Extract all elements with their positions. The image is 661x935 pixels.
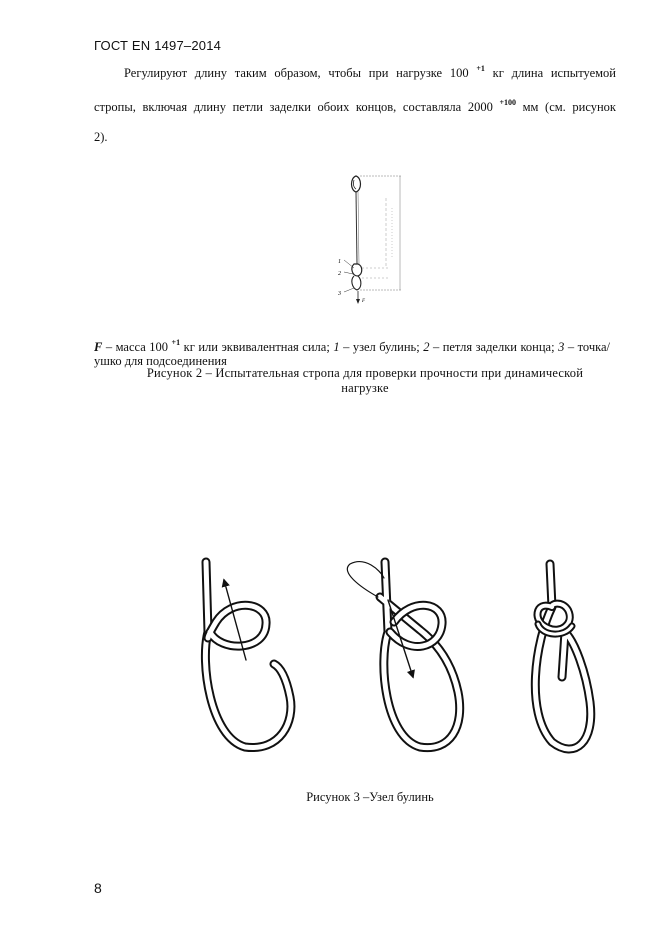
figure-3-caption: Рисунок 3 –Узел булинь [306,790,434,804]
legend-number-3: 3 [558,340,565,354]
figure-2-force-label: F [362,299,366,304]
figure-3-bowline-knot-drawing [180,552,620,762]
legend-text: кг или эквивалентная сила; [180,340,334,354]
page-number: 8 [94,880,102,896]
legend-number-2: 2 [423,340,430,354]
legend-sup: +1 [171,338,181,347]
bowline-step-2 [347,562,459,748]
paragraph-line-2 [94,88,616,122]
legend-text: – точка/ушко для подсоединения [94,340,611,368]
text-segment: мм (см. рисунок [516,100,616,114]
figure-2-label-3: 3 [338,291,341,297]
text-segment: Регулируют длину таким образом, чтобы при нагрузке 100 [124,66,477,80]
legend-text: – узел булинь; [339,340,424,354]
text-segment: стропы, включая длину петли заделки обоих концов, составляла 2000 [94,100,500,114]
legend-text: – петля заделки конца; [429,340,559,354]
figure-2-label-2: 2 [338,271,341,277]
figure-2-label-1: 1 [338,259,341,265]
bowline-step-3 [535,564,590,749]
legend-number-1: 1 [333,340,340,354]
legend-text: – масса 100 [102,340,172,354]
legend-f: F [94,340,103,354]
figure-2-caption: Рисунок 2 – Испытательная стропа для проверки прочности при динамической нагрузке [146,366,584,395]
bowline-step-1 [205,562,291,748]
paragraph-line-1 [94,54,616,88]
body-paragraph [94,54,616,152]
tolerance-sup: +100 [499,98,517,107]
figure-2-legend [94,336,610,368]
figure-2-test-sling-drawing [330,168,410,308]
tolerance-sup: +1 [476,64,485,73]
document-header: ГОСТ EN 1497–2014 [94,38,222,53]
text-segment: кг длина испытуемой [484,66,616,80]
paragraph-line-3: 2). [94,130,108,144]
